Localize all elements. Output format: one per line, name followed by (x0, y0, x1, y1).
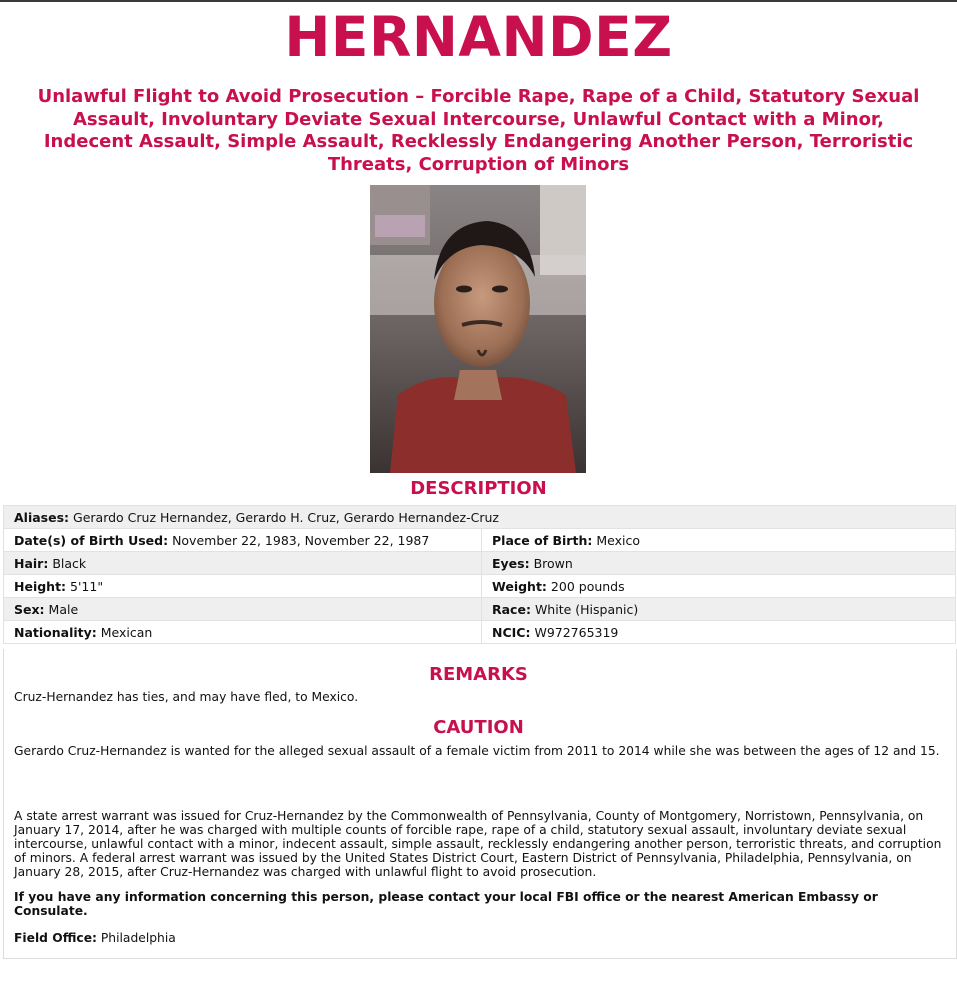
dob-label: Date(s) of Birth Used: (14, 532, 169, 548)
table-row (4, 506, 956, 529)
nationality-cell (4, 621, 482, 644)
caution-text-1: Gerardo Cruz-Hernandez is wanted for the alleged sexual assault of a female victim from 2011 to 2014 while she was between the ages of 12 and 15. (14, 744, 940, 758)
aliases-value: Gerardo Cruz Hernandez, Gerardo H. Cruz, Gerardo Hernandez-Cruz (73, 509, 499, 525)
nationality-value: Mexican (100, 624, 153, 640)
hair-label: Hair: (14, 555, 49, 571)
table-row (4, 621, 956, 644)
dob-value: November 22, 1983, November 22, 1987 (172, 532, 430, 548)
remarks-text: Cruz-Hernandez has ties, and may have fled, to Mexico. (14, 690, 359, 704)
aliases-cell (4, 506, 956, 529)
weight-label: Weight: (492, 578, 547, 594)
field-office (14, 931, 944, 945)
eyes-cell (482, 552, 956, 575)
pob-value: Mexico (596, 532, 640, 548)
subject-name: HERNANDEZ (284, 5, 673, 69)
height-value: 5'11" (70, 578, 104, 594)
table-row (4, 575, 956, 598)
caution-text-2: A state arrest warrant was issued for Cruz-Hernandez by the Commonwealth of Pennsylvania, County of Montgomery, Norristown, Pennsylvania, on January 17, 2014, after he was charged with multiple counts of forcible rape, rape of a child, statutory sexual assault, involuntary deviate sexual intercourse, unlawful contact with a minor, indecent assault, simple assault, recklessly endangering another person, terroristic threats, and corruption of minors. A federal arrest warrant was issued by the United States District Court, Eastern District of Pennsylvania, Philadelphia, Pennsylvania, on January 28, 2015, after Cruz-Hernandez was charged with unlawful flight to avoid prosecution. (14, 809, 942, 879)
pob-cell (482, 529, 956, 552)
field-office-label: Field Office: (14, 931, 97, 945)
table-row (4, 598, 956, 621)
ncic-value: W972765319 (534, 624, 619, 640)
eyes-value: Brown (533, 555, 573, 571)
sex-value: Male (48, 601, 79, 617)
height-cell (4, 575, 482, 598)
weight-cell (482, 575, 956, 598)
description-heading: DESCRIPTION (410, 478, 547, 499)
sex-cell (4, 598, 482, 621)
height-label: Height: (14, 578, 67, 594)
table-row (4, 529, 956, 552)
ncic-label: NCIC: (492, 624, 531, 640)
hair-value: Black (52, 555, 87, 571)
top-border (0, 0, 957, 2)
suspect-photo-icon (370, 185, 586, 473)
field-office-value: Philadelphia (100, 931, 176, 945)
pob-label: Place of Birth: (492, 532, 593, 548)
hair-cell (4, 552, 482, 575)
remarks-heading: REMARKS (429, 664, 528, 685)
description-table (3, 505, 956, 644)
contact-instructions: If you have any information concerning this person, please contact your local FBI office or the nearest American Embassy or Consulate. (14, 890, 878, 918)
race-cell (482, 598, 956, 621)
race-value: White (Hispanic) (534, 601, 639, 617)
ncic-cell (482, 621, 956, 644)
table-row (4, 552, 956, 575)
race-label: Race: (492, 601, 531, 617)
suspect-photo (370, 185, 586, 473)
caution-heading: CAUTION (433, 717, 524, 738)
sex-label: Sex: (14, 601, 45, 617)
eyes-label: Eyes: (492, 555, 530, 571)
nationality-label: Nationality: (14, 624, 97, 640)
charges-text: Unlawful Flight to Avoid Prosecution – Forcible Rape, Rape of a Child, Statutory Sexual Assault, Involuntary Deviate Sexual Intercourse, Unlawful Contact with a Minor, Indecent Assault, Simple Assault, Recklessly Endangering Another Person, Terroristic Threats, Corruption of Minors (37, 86, 920, 175)
weight-value: 200 pounds (550, 578, 625, 594)
dob-cell (4, 529, 482, 552)
aliases-label: Aliases: (14, 509, 70, 525)
